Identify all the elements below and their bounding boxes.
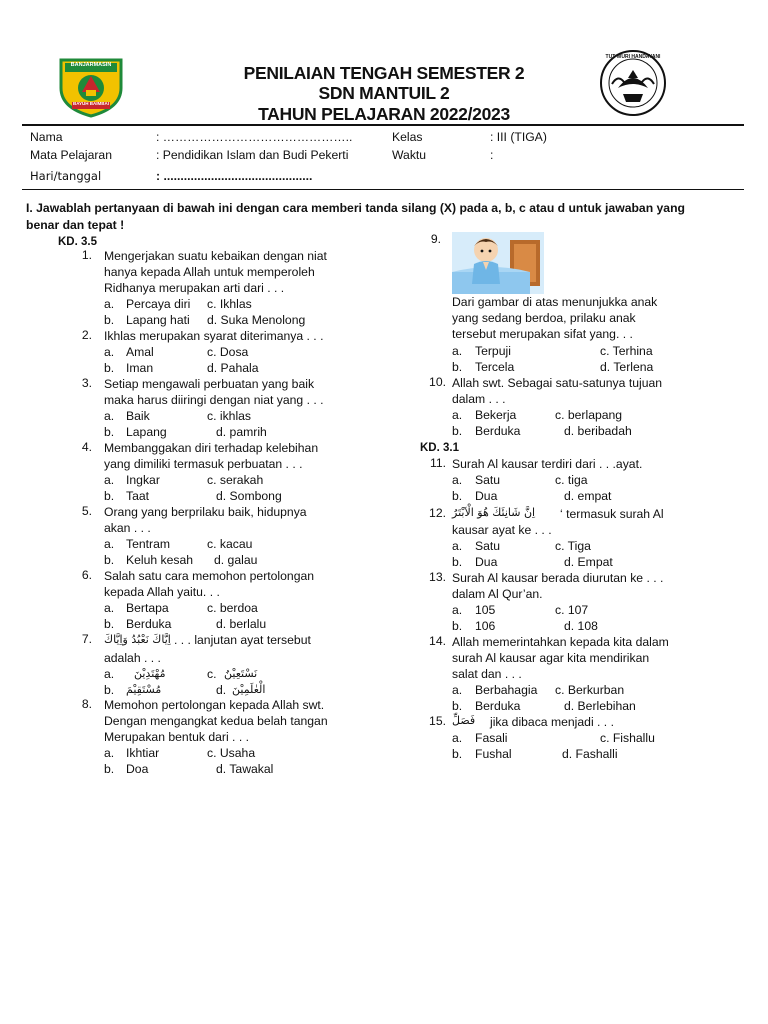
q5-option-d[interactable]: d. galau <box>214 553 258 567</box>
q14-option-a[interactable]: Berbahagia <box>475 683 538 697</box>
q8-option-a-label: a. <box>104 746 115 760</box>
header-divider <box>22 124 744 126</box>
q13-option-b[interactable]: 106 <box>475 619 496 633</box>
waktu-value: : <box>490 148 494 162</box>
nama-value: : ……………………………………….. <box>156 130 353 144</box>
identity-divider <box>22 189 744 190</box>
q12-option-a-label: a. <box>452 539 463 553</box>
q11-text-1: Surah Al kausar terdiri dari . . .ayat. <box>452 457 643 471</box>
q8-text-1: Memohon pertolongan kepada Allah swt. <box>104 698 325 712</box>
q13-option-b-label: b. <box>452 619 463 633</box>
q4-text-2: yang dimiliki termasuk perbuatan . . . <box>104 457 303 471</box>
q7-option-c[interactable]: نَسْتَعِيْنُ <box>224 667 258 680</box>
q12-text-1: ‘ termasuk surah Al <box>560 507 664 521</box>
q6-text-1: Salah satu cara memohon pertolongan <box>104 569 315 583</box>
q5-option-c[interactable]: c. kacau <box>207 537 253 551</box>
q7-text-2: adalah . . . <box>104 651 161 665</box>
q11-option-a[interactable]: Satu <box>475 473 501 487</box>
q2-number: 2. <box>81 328 92 342</box>
q13-text-2: dalam Al Qur’an. <box>452 587 543 601</box>
q15-option-c[interactable]: c. Fishallu <box>600 731 655 745</box>
kelas-label: Kelas <box>392 130 423 144</box>
q13-option-a-label: a. <box>452 603 463 617</box>
q5-option-b-label: b. <box>104 553 115 567</box>
q14-option-d[interactable]: d. Berlebihan <box>564 699 636 713</box>
q12-option-a[interactable]: Satu <box>475 539 501 553</box>
q9-text-3: tersebut merupakan sifat yang. . . <box>452 327 633 341</box>
q1-option-b-label: b. <box>104 313 115 327</box>
nama-label: Nama <box>30 130 63 144</box>
q1-option-b[interactable]: Lapang hati <box>126 313 190 327</box>
q3-option-c[interactable]: c. ikhlas <box>207 409 252 423</box>
q7-option-d-label: d. <box>216 683 227 697</box>
q1-option-a-label: a. <box>104 297 115 311</box>
q5-text-1: Orang yang berprilaku baik, hidupnya <box>104 505 307 519</box>
q4-text-1: Membanggakan diri terhadap kelebihan <box>104 441 319 455</box>
q13-option-d[interactable]: d. 108 <box>564 619 598 633</box>
q9-option-b-label: b. <box>452 360 463 374</box>
q5-option-a-label: a. <box>104 537 115 551</box>
q12-option-d[interactable]: d. Empat <box>564 555 613 569</box>
q7-option-b[interactable]: مُسْتَقِيْمَ <box>126 683 162 696</box>
q15-option-b[interactable]: Fushal <box>475 747 512 761</box>
q3-option-a[interactable]: Baik <box>126 409 150 423</box>
kd-3-1-heading: KD. 3.1 <box>420 442 459 454</box>
q15-number: 15. <box>429 714 446 728</box>
page-title-line2: SDN MANTUIL 2 <box>318 83 450 103</box>
q2-option-b-label: b. <box>104 361 115 375</box>
q7-option-a-label: a. <box>104 667 115 681</box>
q5-option-b[interactable]: Keluh kesah <box>126 553 194 567</box>
instruction-line2: benar dan tepat ! <box>26 218 125 232</box>
q10-option-a-label: a. <box>452 408 463 422</box>
kd-3-5-heading: KD. 3.5 <box>58 236 97 248</box>
q8-text-3: Merupakan bentuk dari . . . <box>104 730 249 744</box>
q12-option-c[interactable]: c. Tiga <box>555 539 591 553</box>
q4-option-a[interactable]: Ingkar <box>126 473 160 487</box>
hari-label: Hari/tanggal <box>30 169 102 183</box>
q14-option-a-label: a. <box>452 683 463 697</box>
q11-option-a-label: a. <box>452 473 463 487</box>
q5-option-a[interactable]: Tentram <box>126 537 171 551</box>
q12-option-b-label: b. <box>452 555 463 569</box>
q2-option-b[interactable]: Iman <box>126 361 154 375</box>
q3-number: 3. <box>81 376 92 390</box>
q6-text-2: kepada Allah yaitu. . . <box>104 585 220 599</box>
q9-option-b[interactable]: Tercela <box>475 360 515 374</box>
q8-option-b-label: b. <box>104 762 115 776</box>
q1-text-3: Ridhanya merupakan arti dari . . . <box>104 281 285 295</box>
q15-option-d[interactable]: d. Fashalli <box>562 747 618 761</box>
q8-option-b[interactable]: Doa <box>126 762 149 776</box>
waktu-label: Waktu <box>392 148 427 162</box>
q10-option-b-label: b. <box>452 424 463 438</box>
q14-option-c[interactable]: c. Berkurban <box>555 683 625 697</box>
q8-option-a[interactable]: Ikhtiar <box>126 746 160 760</box>
q6-number: 6. <box>81 568 92 582</box>
q10-text-2: dalam . . . <box>452 392 506 406</box>
q15-text-1: jika dibaca menjadi . . . <box>490 715 614 729</box>
q10-number: 10. <box>429 375 446 389</box>
q2-option-a[interactable]: Amal <box>126 345 154 359</box>
q5-text-2: akan . . . <box>104 521 151 535</box>
q7-text-1: . . . lanjutan ayat tersebut <box>174 633 311 647</box>
q13-option-a[interactable]: 105 <box>475 603 496 617</box>
q3-text-2: maka harus diiringi dengan niat yang . . . <box>104 393 324 407</box>
q9-number: 9. <box>430 232 441 246</box>
q15-arabic-word: فَصَلِّ <box>452 714 476 727</box>
q14-text-1: Allah memerintahkan kepada kita dalam <box>452 635 669 649</box>
q10-option-c[interactable]: c. berlapang <box>555 408 623 422</box>
q1-option-a[interactable]: Percaya diri <box>126 297 191 311</box>
q13-text-1: Surah Al kausar berada diurutan ke . . . <box>452 571 664 585</box>
q7-option-b-label: b. <box>104 683 115 697</box>
q2-text-1: Ikhlas merupakan syarat diterimanya . . . <box>104 329 324 343</box>
q7-option-c-label: c. <box>207 667 217 681</box>
q11-number: 11. <box>429 456 446 470</box>
mapel-label: Mata Pelajaran <box>30 148 112 162</box>
q1-option-c[interactable]: c. Ikhlas <box>207 297 252 311</box>
q2-option-c[interactable]: c. Dosa <box>207 345 249 359</box>
q7-number: 7. <box>81 632 92 646</box>
q12-number: 12. <box>429 506 446 520</box>
q4-option-b[interactable]: Taat <box>126 489 150 503</box>
q6-option-d[interactable]: d. berlalu <box>216 617 267 631</box>
q10-text-1: Allah swt. Sebagai satu-satunya tujuan <box>452 376 663 390</box>
q1-text-1: Mengerjakan suatu kebaikan dengan niat <box>104 249 327 263</box>
q1-text-2: hanya kepada Allah untuk memperoleh <box>104 265 315 279</box>
q11-option-b-label: b. <box>452 489 463 503</box>
q10-option-d[interactable]: d. beribadah <box>564 424 632 438</box>
q2-option-d[interactable]: d. Pahala <box>207 361 259 375</box>
q6-option-b-label: b. <box>104 617 115 631</box>
mapel-value: : Pendidikan Islam dan Budi Pekerti <box>156 148 349 162</box>
q5-number: 5. <box>81 504 92 518</box>
q4-option-c[interactable]: c. serakah <box>207 473 264 487</box>
q7-option-d[interactable]: الْعٰلَمِيْنَ <box>232 683 266 696</box>
q15-option-a[interactable]: Fasali <box>475 731 508 745</box>
q3-option-a-label: a. <box>104 409 115 423</box>
q13-number: 13. <box>429 570 446 584</box>
q1-number: 1. <box>81 248 92 262</box>
q3-option-b-label: b. <box>104 425 115 439</box>
q15-option-a-label: a. <box>452 731 463 745</box>
kelas-value: : III (TIGA) <box>490 130 547 144</box>
q9-option-a-label: a. <box>452 344 463 358</box>
logo-bottom-text: BAYUH BAIMBAI <box>72 101 110 106</box>
q10-option-b[interactable]: Berduka <box>475 424 521 438</box>
q9-option-c[interactable]: c. Terhina <box>600 344 653 358</box>
q4-option-b-label: b. <box>104 489 115 503</box>
q3-option-d[interactable]: d. pamrih <box>216 425 267 439</box>
praying-boy-illustration <box>452 232 544 294</box>
q7-arabic-verse: اِيَّاكَ نَعْبُدُ وَاِيَّاكَ <box>104 633 171 646</box>
q6-option-a[interactable]: Bertapa <box>126 601 169 615</box>
q12-text-2: kausar ayat ke . . . <box>452 523 552 537</box>
q14-option-b-label: b. <box>452 699 463 713</box>
q12-arabic-verse: اِنَّ شَانِئَكَ هُوَ الْاَبْتَرُ <box>452 506 536 519</box>
q11-option-c[interactable]: c. tiga <box>555 473 588 487</box>
q4-option-d[interactable]: d. Sombong <box>216 489 282 503</box>
instruction-line1: I. Jawablah pertanyaan di bawah ini dengan cara memberi tanda silang (X) pada a, b, c atau d untuk jawaban yang <box>26 201 685 215</box>
q8-number: 8. <box>81 697 92 711</box>
hari-value: : ............................................ <box>156 169 313 183</box>
q3-text-1: Setiap mengawali perbuatan yang baik <box>104 377 315 391</box>
q4-option-a-label: a. <box>104 473 115 487</box>
q13-option-c[interactable]: c. 107 <box>555 603 589 617</box>
q14-text-2: surah Al kausar agar kita mendirikan <box>452 651 650 665</box>
q15-option-b-label: b. <box>452 747 463 761</box>
q8-option-c[interactable]: c. Usaha <box>207 746 256 760</box>
q8-option-d[interactable]: d. Tawakal <box>216 762 274 776</box>
q11-option-d[interactable]: d. empat <box>564 489 612 503</box>
q9-option-a[interactable]: Terpuji <box>475 344 511 358</box>
page-title-line3: TAHUN PELAJARAN 2022/2023 <box>258 104 510 124</box>
q12-option-b[interactable]: Dua <box>475 555 498 569</box>
q14-text-3: salat dan . . . <box>452 667 522 681</box>
q14-option-b[interactable]: Berduka <box>475 699 521 713</box>
logo-top-text: BANJARMASIN <box>70 62 112 68</box>
q3-option-b[interactable]: Lapang <box>126 425 167 439</box>
q11-option-b[interactable]: Dua <box>475 489 498 503</box>
q9-option-d[interactable]: d. Terlena <box>600 360 654 374</box>
page-title-line1: PENILAIAN TENGAH SEMESTER 2 <box>243 63 525 83</box>
q8-text-2: Dengan mengangkat kedua belah tangan <box>104 714 328 728</box>
q2-option-a-label: a. <box>104 345 115 359</box>
logo-ring-text: TUT WURI HANDAYANI <box>605 54 661 60</box>
q9-text-2: yang sedang berdoa, prilaku anak <box>452 311 636 325</box>
q6-option-b[interactable]: Berduka <box>126 617 172 631</box>
q6-option-a-label: a. <box>104 601 115 615</box>
q1-option-d[interactable]: d. Suka Menolong <box>207 313 306 327</box>
q14-number: 14. <box>429 634 446 648</box>
q6-option-c[interactable]: c. berdoa <box>207 601 258 615</box>
q4-number: 4. <box>81 440 92 454</box>
q10-option-a[interactable]: Bekerja <box>475 408 517 422</box>
q9-text-1: Dari gambar di atas menunjukka anak <box>452 295 658 309</box>
q7-option-a[interactable]: مُهْتَدِيْنَ <box>134 667 166 680</box>
